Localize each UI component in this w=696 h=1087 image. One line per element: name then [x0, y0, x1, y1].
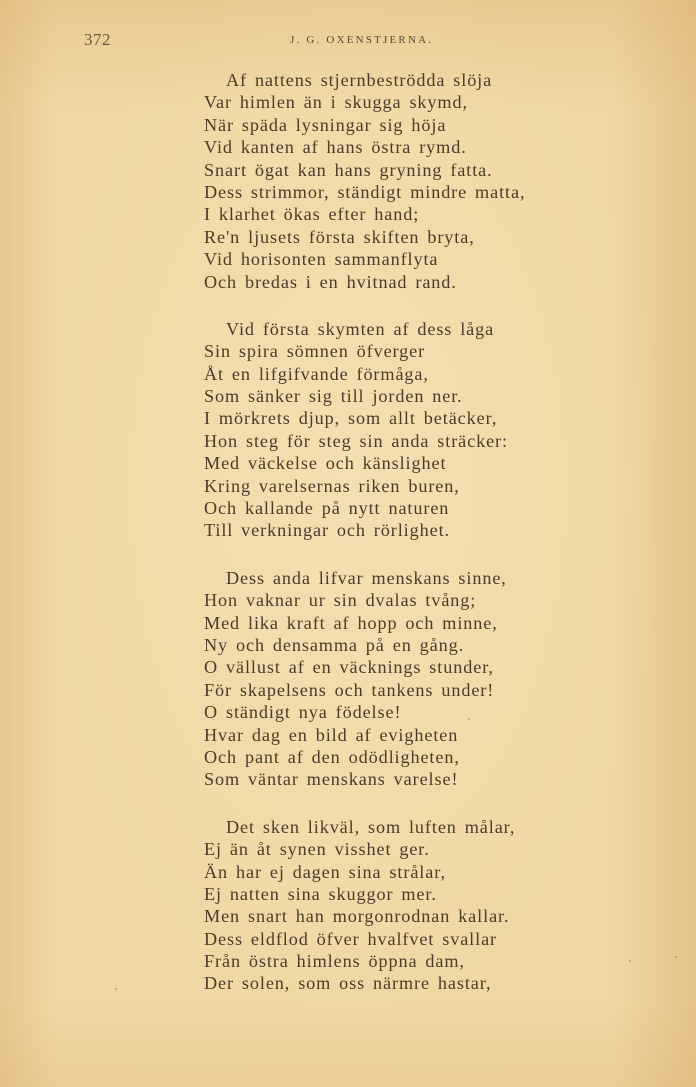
verse-line: I mörkrets djup, som allt betäcker,	[204, 408, 498, 429]
verse-line: Dess anda lifvar menskans sinne,	[226, 567, 507, 588]
verse-line: Sin spira sömnen öfverger	[204, 341, 426, 362]
running-head-author: J. G. OXENSTJERNA.	[290, 34, 434, 46]
verse-line: Re'n ljusets första skiften bryta,	[204, 226, 475, 247]
verse-line: Med väckelse och känslighet	[204, 453, 447, 474]
page-header	[0, 30, 696, 52]
verse-line: Kring varelsernas riken buren,	[204, 475, 460, 496]
verse-line: Ej natten sina skuggor mer.	[204, 883, 437, 904]
verse-line: Hvar dag en bild af evigheten	[204, 724, 459, 745]
verse-line: Som sänker sig till jorden ner.	[204, 386, 463, 407]
verse-line: Och bredas i en hvitnad rand.	[204, 271, 457, 292]
verse-line: Af nattens stjernbeströdda slöja	[226, 70, 493, 90]
verse-line: Snart ögat kan hans gryning fatta.	[204, 159, 493, 180]
stanza-2	[204, 318, 584, 542]
paper-speck	[115, 988, 117, 990]
verse-line: Dess strimmor, ständigt mindre matta,	[204, 181, 526, 202]
paper-speck	[675, 956, 677, 958]
verse-line: O ständigt nya födelse!	[204, 702, 402, 723]
verse-line: Var himlen än i skugga skymd,	[204, 92, 468, 113]
verse-line: Än har ej dagen sina strålar,	[204, 861, 446, 882]
verse-line: Vid kanten af hans östra rymd.	[204, 137, 467, 158]
verse-line: Hon steg för steg sin anda sträcker:	[204, 430, 508, 451]
page-number: 372	[84, 30, 111, 49]
paper-speck	[629, 960, 631, 962]
verse-line: Från östra himlens öppna dam,	[204, 951, 465, 972]
paper-speck	[468, 718, 470, 720]
verse-line: I klarhet ökas efter hand;	[204, 204, 420, 225]
verse-line: Ej än åt synen visshet ger.	[204, 839, 430, 860]
stanza-3	[204, 567, 584, 791]
verse-line: Vid första skymten af dess låga	[226, 318, 495, 339]
verse-line: För skapelsens och tankens under!	[204, 679, 495, 700]
verse-line: O vällust af en väcknings stunder,	[204, 657, 494, 678]
verse-line: Dess eldflod öfver hvalfvet svallar	[204, 928, 498, 949]
verse-line: Till verkningar och rörlighet.	[204, 520, 450, 541]
verse-line: Och pant af den odödligheten,	[204, 746, 460, 767]
verse-line: Med lika kraft af hopp och minne,	[204, 612, 498, 633]
verse-line: Hon vaknar ur sin dvalas tvång;	[204, 590, 477, 611]
verse-line: Vid horisonten sammanflyta	[204, 249, 439, 270]
stanza-4	[204, 816, 584, 995]
verse-line: När späda lysningar sig höja	[204, 114, 447, 135]
verse-line: Der solen, som oss närmre hastar,	[204, 973, 492, 994]
verse-line: Ny och densamma på en gång.	[204, 634, 465, 655]
verse-line: Som väntar menskans varelse!	[204, 769, 459, 790]
verse-line: Och kallande på nytt naturen	[204, 498, 450, 519]
verse-line: Åt en lifgifvande förmåga,	[204, 363, 429, 384]
verse-line: Det sken likväl, som luften målar,	[226, 816, 516, 837]
poem-body	[204, 69, 584, 1020]
stanza-1	[204, 69, 584, 293]
verse-line: Men snart han morgonrodnan kallar.	[204, 906, 510, 927]
